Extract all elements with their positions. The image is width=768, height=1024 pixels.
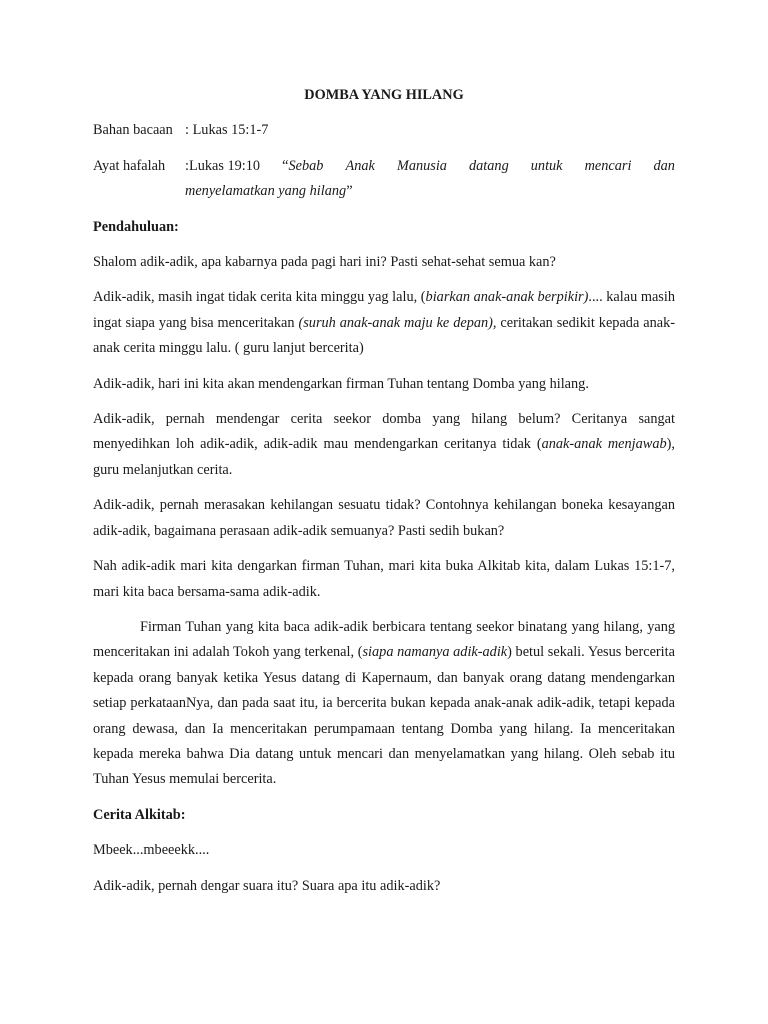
ayat-word: Manusia	[396, 157, 447, 174]
paragraph-italic: (suruh anak-anak maju ke depan),	[298, 314, 497, 331]
pendahuluan-paragraph-2	[93, 285, 675, 361]
paragraph-italic: biarkan anak-anak berpikir)	[425, 289, 589, 306]
ayat-hafalan-line-2	[185, 179, 675, 204]
ayat-word: dan	[653, 157, 675, 174]
ayat-hafalan-line-1	[185, 154, 675, 179]
ayat-word: mencari	[584, 157, 632, 174]
paragraph-italic: anak-anak menjawab	[541, 436, 667, 453]
paragraph-text: ) betul sekali. Yesus bercerita kepada orang banyak ketika Yesus datang di Kapernaum, dan banyak orang datang mendengarkan setiap perkataanNya, dan pada saat itu, ia bercerita bukan kepada anak-anak adik-adik, tetapi kepada orang dewasa, dan Ia menceritakan perumpamaan tentang Domba yang hilang. Ia menceritakan kepada mereka bahwa Dia datang untuk mencari dan menyelamatkan yang hilang. Oleh sebab itu Tuhan Yesus memulai bercerita.	[93, 644, 675, 788]
ayat-hafalan-value	[185, 154, 675, 205]
bahan-bacaan-label: Bahan bacaan	[93, 122, 173, 139]
cerita-alkitab-heading: Cerita Alkitab:	[93, 806, 186, 823]
ayat-word: Anak	[345, 157, 375, 174]
ayat-hafalan-row	[93, 154, 675, 205]
document-title: DOMBA YANG HILANG	[304, 87, 464, 103]
paragraph-text: ceritakan sedikit kepada anak-anak cerita minggu lalu. ( guru lanjut bercerita)	[93, 314, 675, 357]
ayat-word: untuk	[530, 157, 563, 174]
paragraph-text: Firman Tuhan yang kita baca adik-adik berbicara tentang seekor binatang yang hilang, yang menceritakan ini adalah Tokoh yang terkenal, (	[93, 618, 675, 661]
paragraph-text: .... kalau masih ingat siapa yang bisa menceritakan	[93, 289, 675, 331]
paragraph-italic: siapa namanya adik-adik	[362, 644, 508, 661]
pendahuluan-paragraph-6: Nah adik-adik mari kita dengarkan firman Tuhan, mari kita buka Alkitab kita, dalam Lukas 15:1-7, mari kita baca bersama-sama adik-adik.	[93, 558, 675, 600]
pendahuluan-paragraph-7	[93, 615, 675, 793]
pendahuluan-paragraph-5: Adik-adik, pernah merasakan kehilangan sesuatu tidak? Contohnya kehilangan boneka kesayangan adik-adik, bagaimana perasaan adik-adik semuanya? Pasti sedih bukan?	[93, 497, 675, 539]
cerita-paragraph-2: Adik-adik, pernah dengar suara itu? Suara apa itu adik-adik?	[93, 877, 441, 894]
paragraph-text: Adik-adik, masih ingat tidak cerita kita minggu yag lalu, (	[93, 289, 426, 306]
quote-close: ”	[346, 183, 353, 200]
paragraph-text: ), guru melanjutkan cerita.	[93, 436, 675, 478]
ayat-word-text: Sebab	[288, 157, 324, 174]
paragraph-text: Adik-adik, pernah mendengar cerita seekor domba yang hilang belum? Ceritanya sangat menyedihkan loh adik-adik, adik-adik mau mendengarkan ceritanya tidak (	[93, 411, 675, 453]
bahan-bacaan-reference: Lukas 15:1-7	[192, 122, 269, 139]
pendahuluan-heading: Pendahuluan:	[93, 218, 179, 235]
quote-open: “	[282, 157, 289, 174]
bahan-bacaan-row	[93, 118, 675, 143]
pendahuluan-paragraph-3: Adik-adik, hari ini kita akan mendengarkan firman Tuhan tentang Domba yang hilang.	[93, 375, 589, 392]
ayat-hafalan-reference: :Lukas 19:10	[185, 157, 261, 174]
bahan-bacaan-separator: :	[185, 122, 189, 139]
bahan-bacaan-value	[185, 118, 675, 143]
ayat-word: datang	[469, 157, 509, 174]
ayat-word	[282, 154, 323, 179]
ayat-line-2-text: menyelamatkan yang hilang	[185, 183, 347, 200]
pendahuluan-paragraph-1: Shalom adik-adik, apa kabarnya pada pagi hari ini? Pasti sehat-sehat semua kan?	[93, 254, 556, 271]
cerita-paragraph-1: Mbeek...mbeeekk....	[93, 842, 210, 859]
pendahuluan-paragraph-4	[93, 407, 675, 483]
ayat-hafalan-label: Ayat hafalah	[93, 157, 166, 174]
